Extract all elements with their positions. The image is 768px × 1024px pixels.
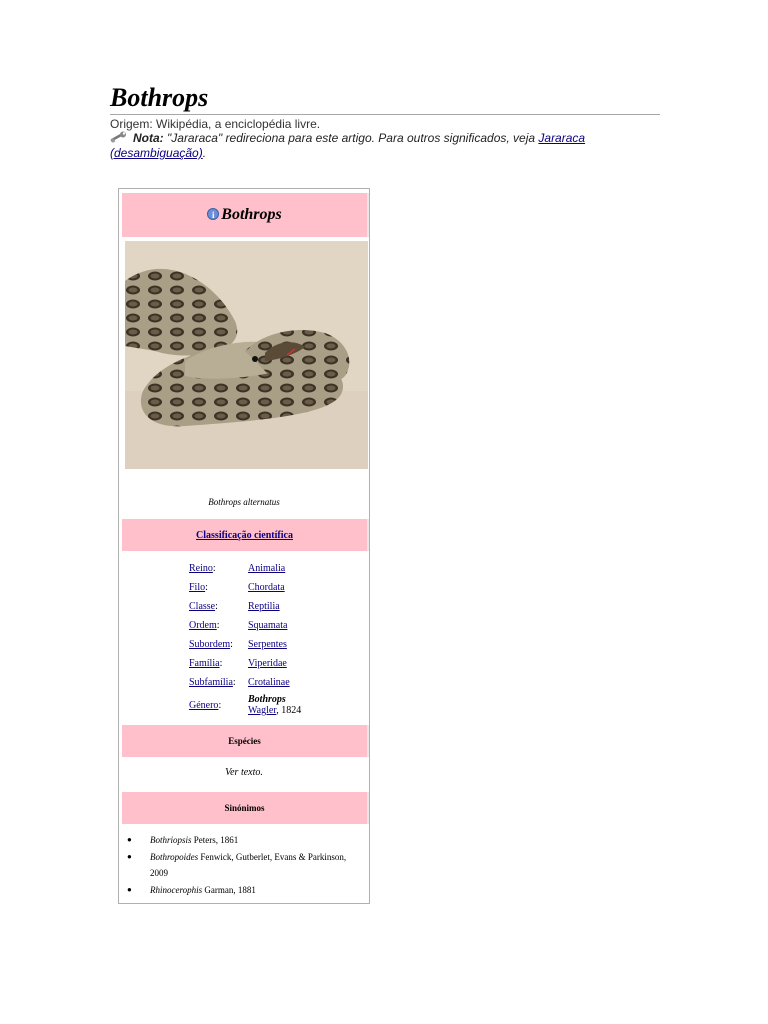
rank-link[interactable]: Ordem (189, 620, 217, 631)
list-item: ● Bothriopsis Peters, 1861 (127, 835, 239, 845)
taxonomy-row: Filo: Chordata (189, 582, 285, 593)
taxonomy-row: Subfamília: Crotalinae (189, 677, 290, 688)
classification-link[interactable]: Classificação científica (196, 529, 293, 541)
taxon-link[interactable]: Serpentes (248, 639, 287, 650)
taxon-link[interactable]: Reptilia (248, 601, 280, 612)
list-item: ● Rhinocerophis Garman, 1881 (127, 884, 256, 895)
taxobox-title: Bothrops (221, 206, 282, 223)
note-label: Nota: (133, 131, 164, 145)
synonyms-header: Sinónimos (122, 792, 369, 824)
taxon-link[interactable]: Crotalinae (248, 677, 290, 688)
origin-line: Origem: Wikipédia, a enciclopédia livre. (110, 117, 321, 131)
note-text: "Jararaca" redireciona para este artigo. Para outros significados, veja (163, 131, 539, 145)
synonyms-list (127, 832, 347, 898)
species-text: Ver texto. (225, 767, 263, 778)
disambiguation-note (110, 131, 640, 161)
taxonomy-row: Classe: Reptilia (189, 601, 280, 612)
rank-link[interactable]: Reino (189, 563, 213, 574)
species-header: Espécies (122, 725, 369, 757)
snake-photo[interactable] (125, 241, 368, 469)
taxonomy-row: Família: Viperidae (189, 658, 287, 669)
taxon-link[interactable]: Chordata (248, 582, 285, 593)
classification-header (122, 519, 369, 551)
genus-name: Bothrops (248, 694, 286, 705)
taxon-link[interactable]: Animalia (248, 563, 286, 574)
synonym-name: Rhinocerophis (150, 884, 203, 895)
taxon-link[interactable]: Squamata (248, 620, 288, 631)
genus-year: , 1824 (276, 705, 302, 716)
taxonomy-row: Subordem: Serpentes (189, 639, 287, 650)
taxonomy-table (189, 559, 301, 718)
taxon-link[interactable]: Viperidae (248, 658, 287, 669)
image-caption: Bothrops alternatus (208, 497, 280, 507)
synonym-author: Fenwick, Gutberlet, Evans & Parkinson, 2009 (150, 851, 347, 878)
synonym-name: Bothropoides (150, 851, 199, 862)
author-link[interactable]: Wagler (248, 705, 277, 716)
rank-link[interactable]: Filo (189, 582, 206, 593)
synonym-name: Bothriopsis (150, 835, 192, 845)
synonym-author: Peters, 1861 (191, 835, 239, 845)
taxobox (118, 188, 370, 904)
synonym-author: Garman, 1881 (202, 884, 256, 895)
rank-link[interactable]: Género (189, 699, 219, 711)
rank-link[interactable]: Subordem (189, 639, 231, 650)
note-end: . (202, 146, 207, 160)
taxobox-title-bar (122, 193, 369, 237)
rank-link[interactable]: Família (189, 658, 220, 669)
rank-link[interactable]: Classe (189, 601, 216, 612)
taxonomy-row: Reino: Animalia (189, 563, 286, 574)
page-title: Bothrops (110, 82, 660, 115)
taxonomy-row: Ordem: Squamata (189, 620, 288, 631)
jararaca-disambiguation-link[interactable]: Jararaca (desambiguação) (110, 131, 586, 160)
info-icon[interactable]: i (207, 208, 219, 220)
list-item: ● Bothropoides Fenwick, Gutberlet, Evans & Parkinson, 2009 (127, 851, 347, 878)
rank-link[interactable]: Subfamília (189, 677, 233, 688)
taxonomy-row-genus: Género: Bothrops Wagler, 1824 (189, 694, 302, 716)
wrench-icon (110, 131, 128, 143)
